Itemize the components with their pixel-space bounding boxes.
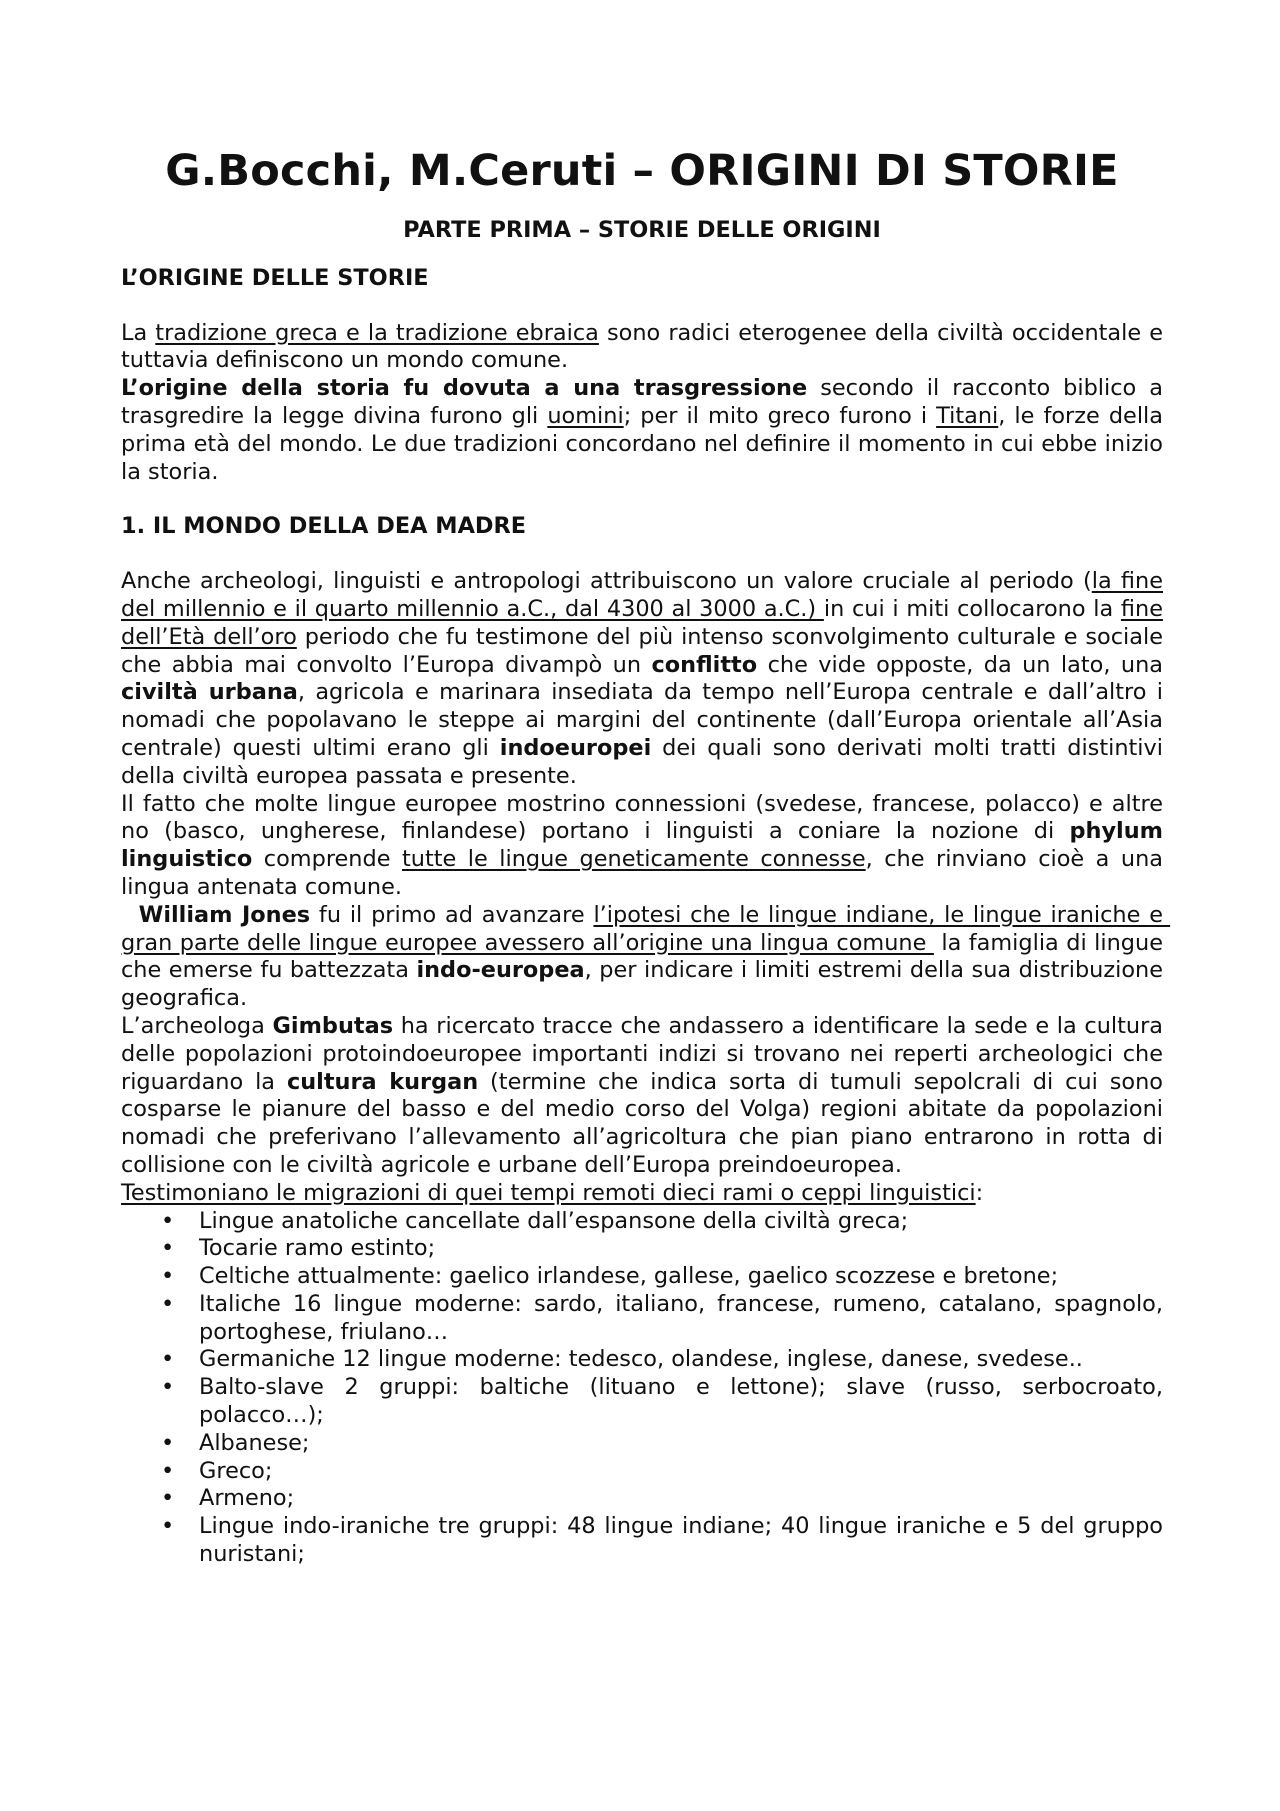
- list-item-text: Germaniche 12 lingue moderne: tedesco, olandese, inglese, danese, svedese..: [199, 1346, 1083, 1373]
- text-run: periodo che fu testimone del più intenso sconvolgimento culturale e sociale che abbia mai convolto l’Europa divampò un: [121, 623, 1163, 678]
- list-item: [121, 1208, 1163, 1236]
- text-run: , che rinviano cioè a una lingua antenata comune.: [121, 846, 1163, 900]
- bold-text: indoeuropei: [499, 734, 652, 761]
- list-item-text: Balto-slave 2 gruppi: baltiche (lituano e lettone); slave (russo, serbocroato, polacco…);: [199, 1374, 1163, 1429]
- bullet-icon: •: [161, 1207, 175, 1234]
- text-run: comprende: [252, 846, 402, 873]
- text-run: La: [121, 319, 156, 346]
- underlined-text: tutte le lingue geneticamente connesse: [401, 846, 866, 873]
- text-run: la famiglia di lingue che emerse fu battezzata: [121, 929, 1171, 984]
- bold-text: indo-europea: [416, 957, 585, 984]
- list-item-text: Celtiche attualmente: gaelico irlandese, gallese, gaelico scozzese e bretone;: [199, 1263, 1059, 1290]
- document-subtitle: PARTE PRIMA – STORIE DELLE ORIGINI: [403, 217, 881, 243]
- bullet-icon: •: [161, 1485, 175, 1512]
- text-run: sono radici eterogenee della civiltà occidentale e tuttavia definiscono un mondo comune.: [121, 319, 1163, 374]
- paragraph-dea-madre-5: [121, 1180, 1163, 1208]
- underlined-text: l’ipotesi che le lingue indiane, le lingue iraniche e gran parte delle lingue europee avessero all’origine una lingua comune: [121, 901, 1171, 956]
- document-title: G.Bocchi, M.Ceruti – ORIGINI DI STORIE: [165, 146, 1119, 196]
- bullet-icon: •: [161, 1263, 175, 1290]
- underlined-text: uomini: [547, 402, 624, 429]
- list-item-text: Albanese;: [199, 1429, 310, 1456]
- list-item-text: Lingue anatoliche cancellate dall’espansone della civiltà greca;: [199, 1207, 909, 1234]
- bold-text: Gimbutas: [272, 1012, 394, 1039]
- list-item: [121, 1235, 1163, 1263]
- list-item-text: Armeno;: [199, 1485, 295, 1512]
- bold-text: L’origine della storia fu dovuta a una trasgressione: [121, 375, 808, 402]
- underlined-text: Titani: [936, 402, 999, 429]
- text-run: L’archeologa: [121, 1012, 273, 1039]
- text-run: :: [975, 1179, 984, 1206]
- bullet-icon: •: [161, 1235, 175, 1262]
- text-run: ; per il mito greco furono i: [623, 402, 937, 429]
- list-item: [121, 1346, 1163, 1374]
- bullet-icon: •: [161, 1429, 175, 1456]
- text-run: , le forze della prima età del mondo. Le due tradizioni concordano nel definire il momento in cui ebbe inizio la storia.: [121, 402, 1163, 485]
- text-run: che vide opposte, da un lato, una: [757, 651, 1163, 678]
- text-run: (termine che indica sorta di tumuli sepolcrali di cui sono cosparse le pianure del basso e del medio corso del Volga) regioni abitate da popolazioni nomadi che preferivano l’allevamento all’agricoltura che pian piano entrarono in rotta di collisione con le civiltà agricole e urbane dell’Europa preindoeuropea.: [121, 1068, 1163, 1178]
- paragraph-origine-2: [121, 375, 1163, 486]
- section-heading-dea-madre: 1. IL MONDO DELLA DEA MADRE: [121, 513, 527, 540]
- list-item: [121, 1513, 1163, 1569]
- paragraph-dea-madre-2: [121, 791, 1163, 902]
- list-item: [121, 1485, 1163, 1513]
- underlined-text: Testimoniano le migrazioni di quei tempi remoti dieci rami o ceppi linguistici: [121, 1179, 976, 1206]
- text-run: secondo il racconto biblico a trasgredire la legge divina furono gli: [121, 375, 1163, 429]
- paragraph-origine-1: [121, 320, 1163, 376]
- text-run: Il fatto che molte lingue europee mostrino connessioni (svedese, francese, polacco) e altre no (basco, ungherese, finlandese) portano i linguisti a coniare la nozione di: [121, 790, 1163, 845]
- underlined-text: tradizione greca e la tradizione ebraica: [155, 319, 599, 346]
- bold-text: cultura kurgan: [286, 1068, 479, 1095]
- language-branch-list: [121, 1208, 1163, 1569]
- list-item: [121, 1291, 1163, 1347]
- list-item-text: Lingue indo-iraniche tre gruppi: 48 lingue indiane; 40 lingue iraniche e 5 del gruppo nuristani;: [199, 1513, 1163, 1568]
- underlined-text: fine dell’Età dell’oro: [121, 595, 1163, 650]
- bullet-icon: •: [161, 1457, 175, 1484]
- bullet-icon: •: [161, 1346, 175, 1373]
- text-run: fu il primo ad avanzare: [310, 901, 594, 928]
- text-run: ha ricercato tracce che andassero a identificare la sede e la cultura delle popolazioni protoindoeuropee importanti indizi si trovano nei reperti archeologici che riguardano la: [121, 1012, 1164, 1095]
- bold-text: conflitto: [651, 651, 758, 678]
- list-item: [121, 1458, 1163, 1486]
- text-run: , agricola e marinara insediata da tempo nell’Europa centrale e dall’altro i nomadi che popolavano le steppe ai margini del continente (dall’Europa orientale all’Asia centrale) questi ultimi erano gli: [121, 679, 1164, 761]
- paragraph-dea-madre-3: [121, 901, 1171, 1013]
- document-page: [121, 145, 1171, 1569]
- list-item-text: Tocarie ramo estinto;: [199, 1235, 436, 1262]
- bold-text: civiltà urbana: [121, 679, 298, 706]
- paragraph-dea-madre-4: [121, 1013, 1163, 1180]
- text-run: dei quali sono derivati molti tratti distintivi della civiltà europea passata e presente.: [121, 734, 1163, 789]
- paragraph-dea-madre-1: [121, 568, 1163, 790]
- text-run: Anche archeologi, linguisti e antropologi attribuiscono un valore cruciale al periodo (: [121, 568, 1092, 595]
- list-item-text: Italiche 16 lingue moderne: sardo, italiano, francese, rumeno, catalano, spagnolo, portoghese, friulano…: [199, 1290, 1163, 1345]
- underlined-text: la fine del millennio e il quarto millennio a.C., dal 4300 al 3000 a.C.): [121, 568, 1163, 622]
- list-item-text: Greco;: [199, 1457, 273, 1484]
- text-run: in cui i miti collocarono la: [823, 595, 1121, 622]
- section-heading-origine: L’ORIGINE DELLE STORIE: [121, 264, 429, 291]
- bold-text: phylum linguistico: [121, 818, 1163, 873]
- bullet-icon: •: [161, 1290, 175, 1317]
- text-run: [121, 902, 139, 928]
- text-run: , per indicare i limiti estremi della sua distribuzione geografica.: [121, 957, 1171, 1012]
- bullet-icon: •: [161, 1513, 175, 1540]
- list-item: [121, 1374, 1163, 1430]
- bullet-icon: •: [161, 1374, 175, 1401]
- bold-text: William Jones: [138, 901, 311, 928]
- list-item: [121, 1263, 1163, 1291]
- list-item: [121, 1430, 1163, 1458]
